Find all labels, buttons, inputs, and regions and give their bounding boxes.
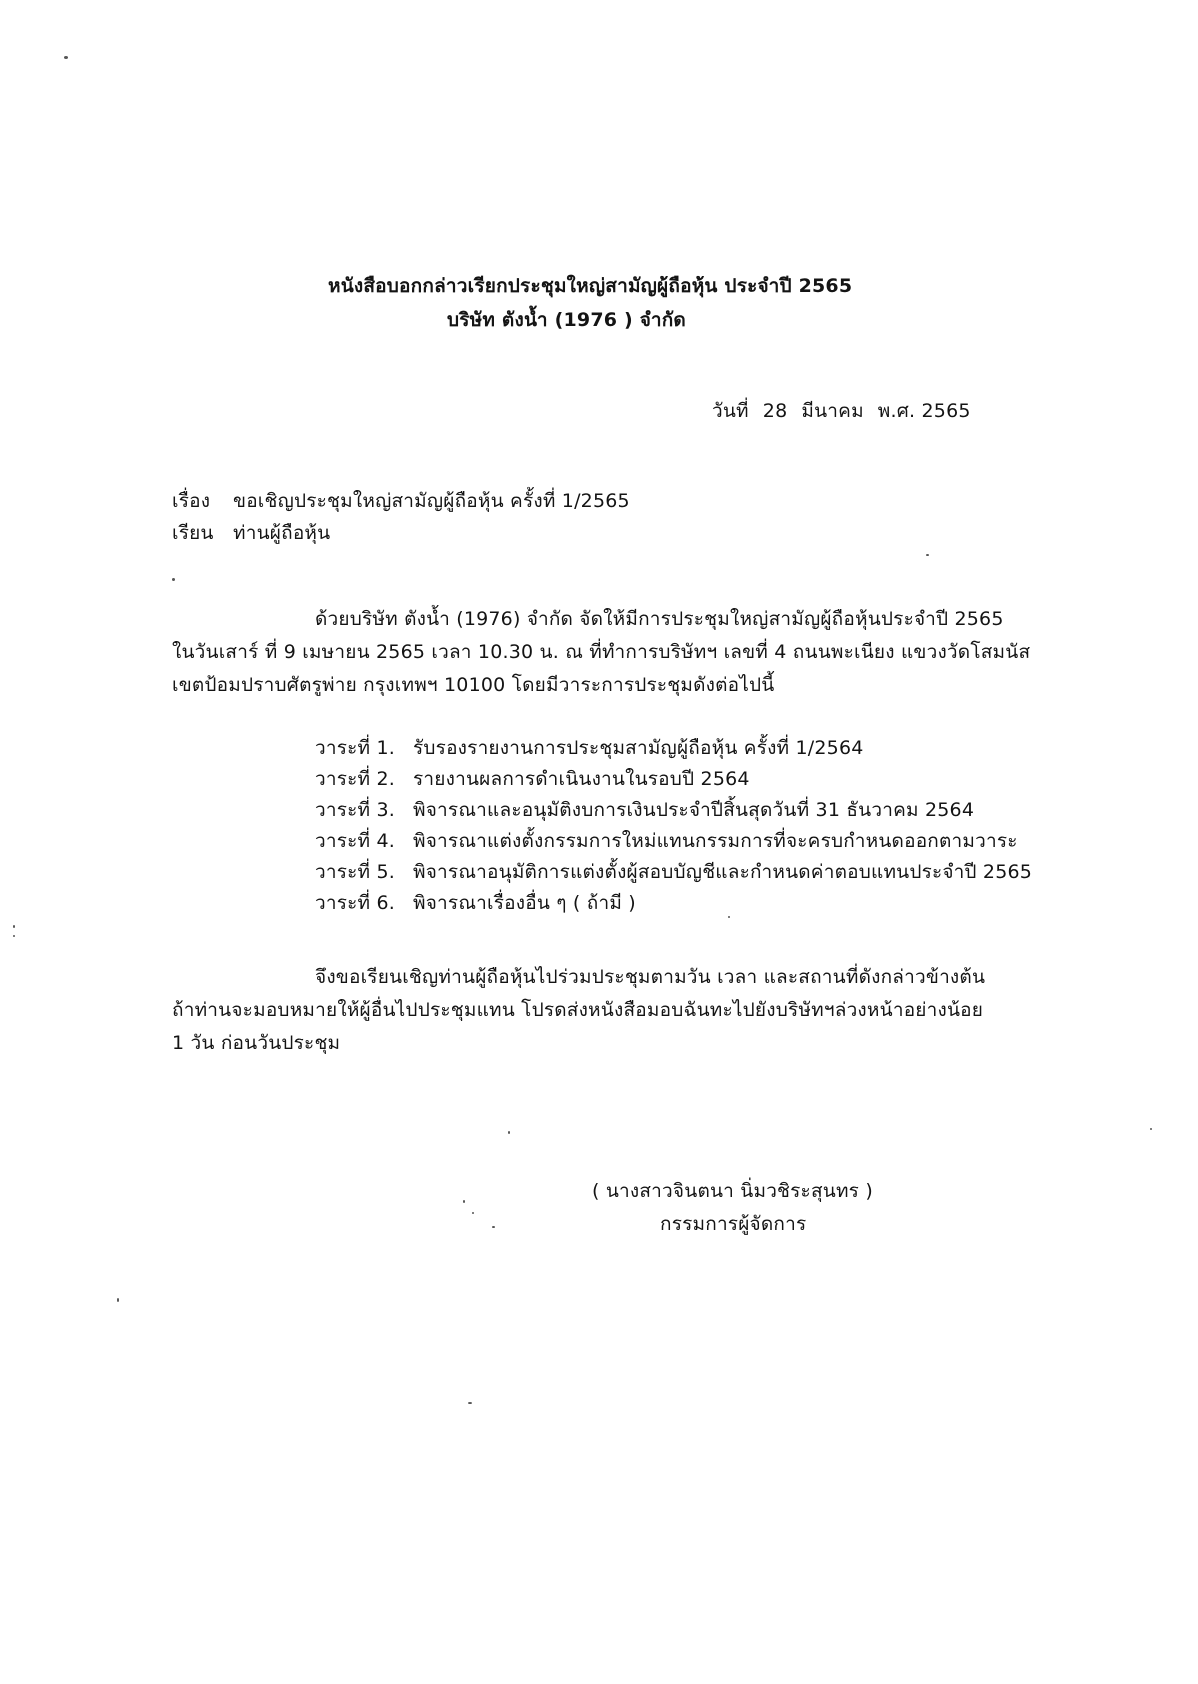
agenda-item-label: วาระที่ 5. <box>315 861 396 883</box>
agenda-item-text: พิจารณาเรื่องอื่น ๆ ( ถ้ามี ) <box>413 892 636 914</box>
agenda-item-label: วาระที่ 6. <box>315 892 396 914</box>
agenda-item <box>315 764 1032 795</box>
signatory-name: ( นางสาวจินตนา นิ่มวชิระสุนทร ) <box>592 1180 873 1202</box>
scan-speck <box>926 554 929 556</box>
agenda-item-label: วาระที่ 2. <box>315 768 396 790</box>
date-year: พ.ศ. 2565 <box>877 400 971 422</box>
scan-speck <box>13 925 15 928</box>
closing-line: ถ้าท่านจะมอบหมายให้ผู้อื่นไปประชุมแทน โปรดส่งหนังสือมอบฉันทะไปยังบริษัทฯล่วงหน้าอย่างน้อย <box>172 999 984 1021</box>
scan-speck <box>172 578 175 581</box>
agenda-item <box>315 733 1032 764</box>
scan-speck <box>463 1200 465 1203</box>
agenda-item <box>315 857 1032 888</box>
scan-speck <box>468 1402 472 1404</box>
subject-label: เรื่อง <box>172 490 211 512</box>
agenda-item <box>315 795 1032 826</box>
document-heading: หนังสือบอกกล่าวเรียกประชุมใหญ่สามัญผู้ถือหุ้น ประจำปี 2565 <box>328 275 853 297</box>
agenda-item <box>315 888 1032 919</box>
addressee-label: เรียน <box>172 522 214 544</box>
scan-speck <box>13 935 15 937</box>
addressee-text: ท่านผู้ถือหุ้น <box>233 522 331 544</box>
agenda-item-text: พิจารณาและอนุมัติงบการเงินประจำปีสิ้นสุดวันที่ 31 ธันวาคม 2564 <box>413 799 975 821</box>
agenda-item <box>315 826 1032 857</box>
agenda-item-text: รายงานผลการดำเนินงานในรอบปี 2564 <box>413 768 750 790</box>
scan-speck <box>64 56 68 59</box>
scan-speck <box>728 916 730 918</box>
date-day: 28 <box>762 400 788 422</box>
agenda-item-text: พิจารณาอนุมัติการแต่งตั้งผู้สอบบัญชีและกำหนดค่าตอบแทนประจำปี 2565 <box>413 861 1033 883</box>
scan-speck <box>508 1131 510 1134</box>
signatory-title: กรรมการผู้จัดการ <box>660 1213 807 1235</box>
intro-line: ด้วยบริษัท ตังน้ำ (1976) จำกัด จัดให้มีการประชุมใหญ่สามัญผู้ถือหุ้นประจำปี 2565 <box>315 608 1004 630</box>
subject-text: ขอเชิญประชุมใหญ่สามัญผู้ถือหุ้น ครั้งที่ 1/2565 <box>233 490 630 512</box>
scan-speck <box>117 1298 119 1302</box>
date-month: มีนาคม <box>801 400 864 422</box>
agenda-item-label: วาระที่ 4. <box>315 830 396 852</box>
intro-line: เขตป้อมปราบศัตรูพ่าย กรุงเทพฯ 10100 โดยมีวาระการประชุมดังต่อไปนี้ <box>172 674 775 696</box>
agenda-item-label: วาระที่ 1. <box>315 737 396 759</box>
document-date <box>712 397 971 425</box>
scan-speck <box>472 1212 474 1214</box>
closing-line: จึงขอเรียนเชิญท่านผู้ถือหุ้นไปร่วมประชุมตามวัน เวลา และสถานที่ดังกล่าวข้างต้น <box>315 966 986 988</box>
scan-speck <box>1150 1128 1152 1130</box>
scan-speck <box>492 1226 495 1228</box>
closing-line: 1 วัน ก่อนวันประชุม <box>172 1032 341 1054</box>
intro-line: ในวันเสาร์ ที่ 9 เมษายน 2565 เวลา 10.30 น. ณ ที่ทำการบริษัทฯ เลขที่ 4 ถนนพะเนียง แขวงวัดโสมนัส <box>172 641 1031 663</box>
agenda-item-text: รับรองรายงานการประชุมสามัญผู้ถือหุ้น ครั้งที่ 1/2564 <box>413 737 864 759</box>
agenda-list <box>315 733 1032 919</box>
agenda-item-label: วาระที่ 3. <box>315 799 396 821</box>
date-day-label: วันที่ <box>712 400 749 422</box>
agenda-item-text: พิจารณาแต่งตั้งกรรมการใหม่แทนกรรมการที่จะครบกำหนดออกตามวาระ <box>413 830 1018 852</box>
company-name: บริษัท ตังน้ำ (1976 ) จำกัด <box>447 309 686 331</box>
